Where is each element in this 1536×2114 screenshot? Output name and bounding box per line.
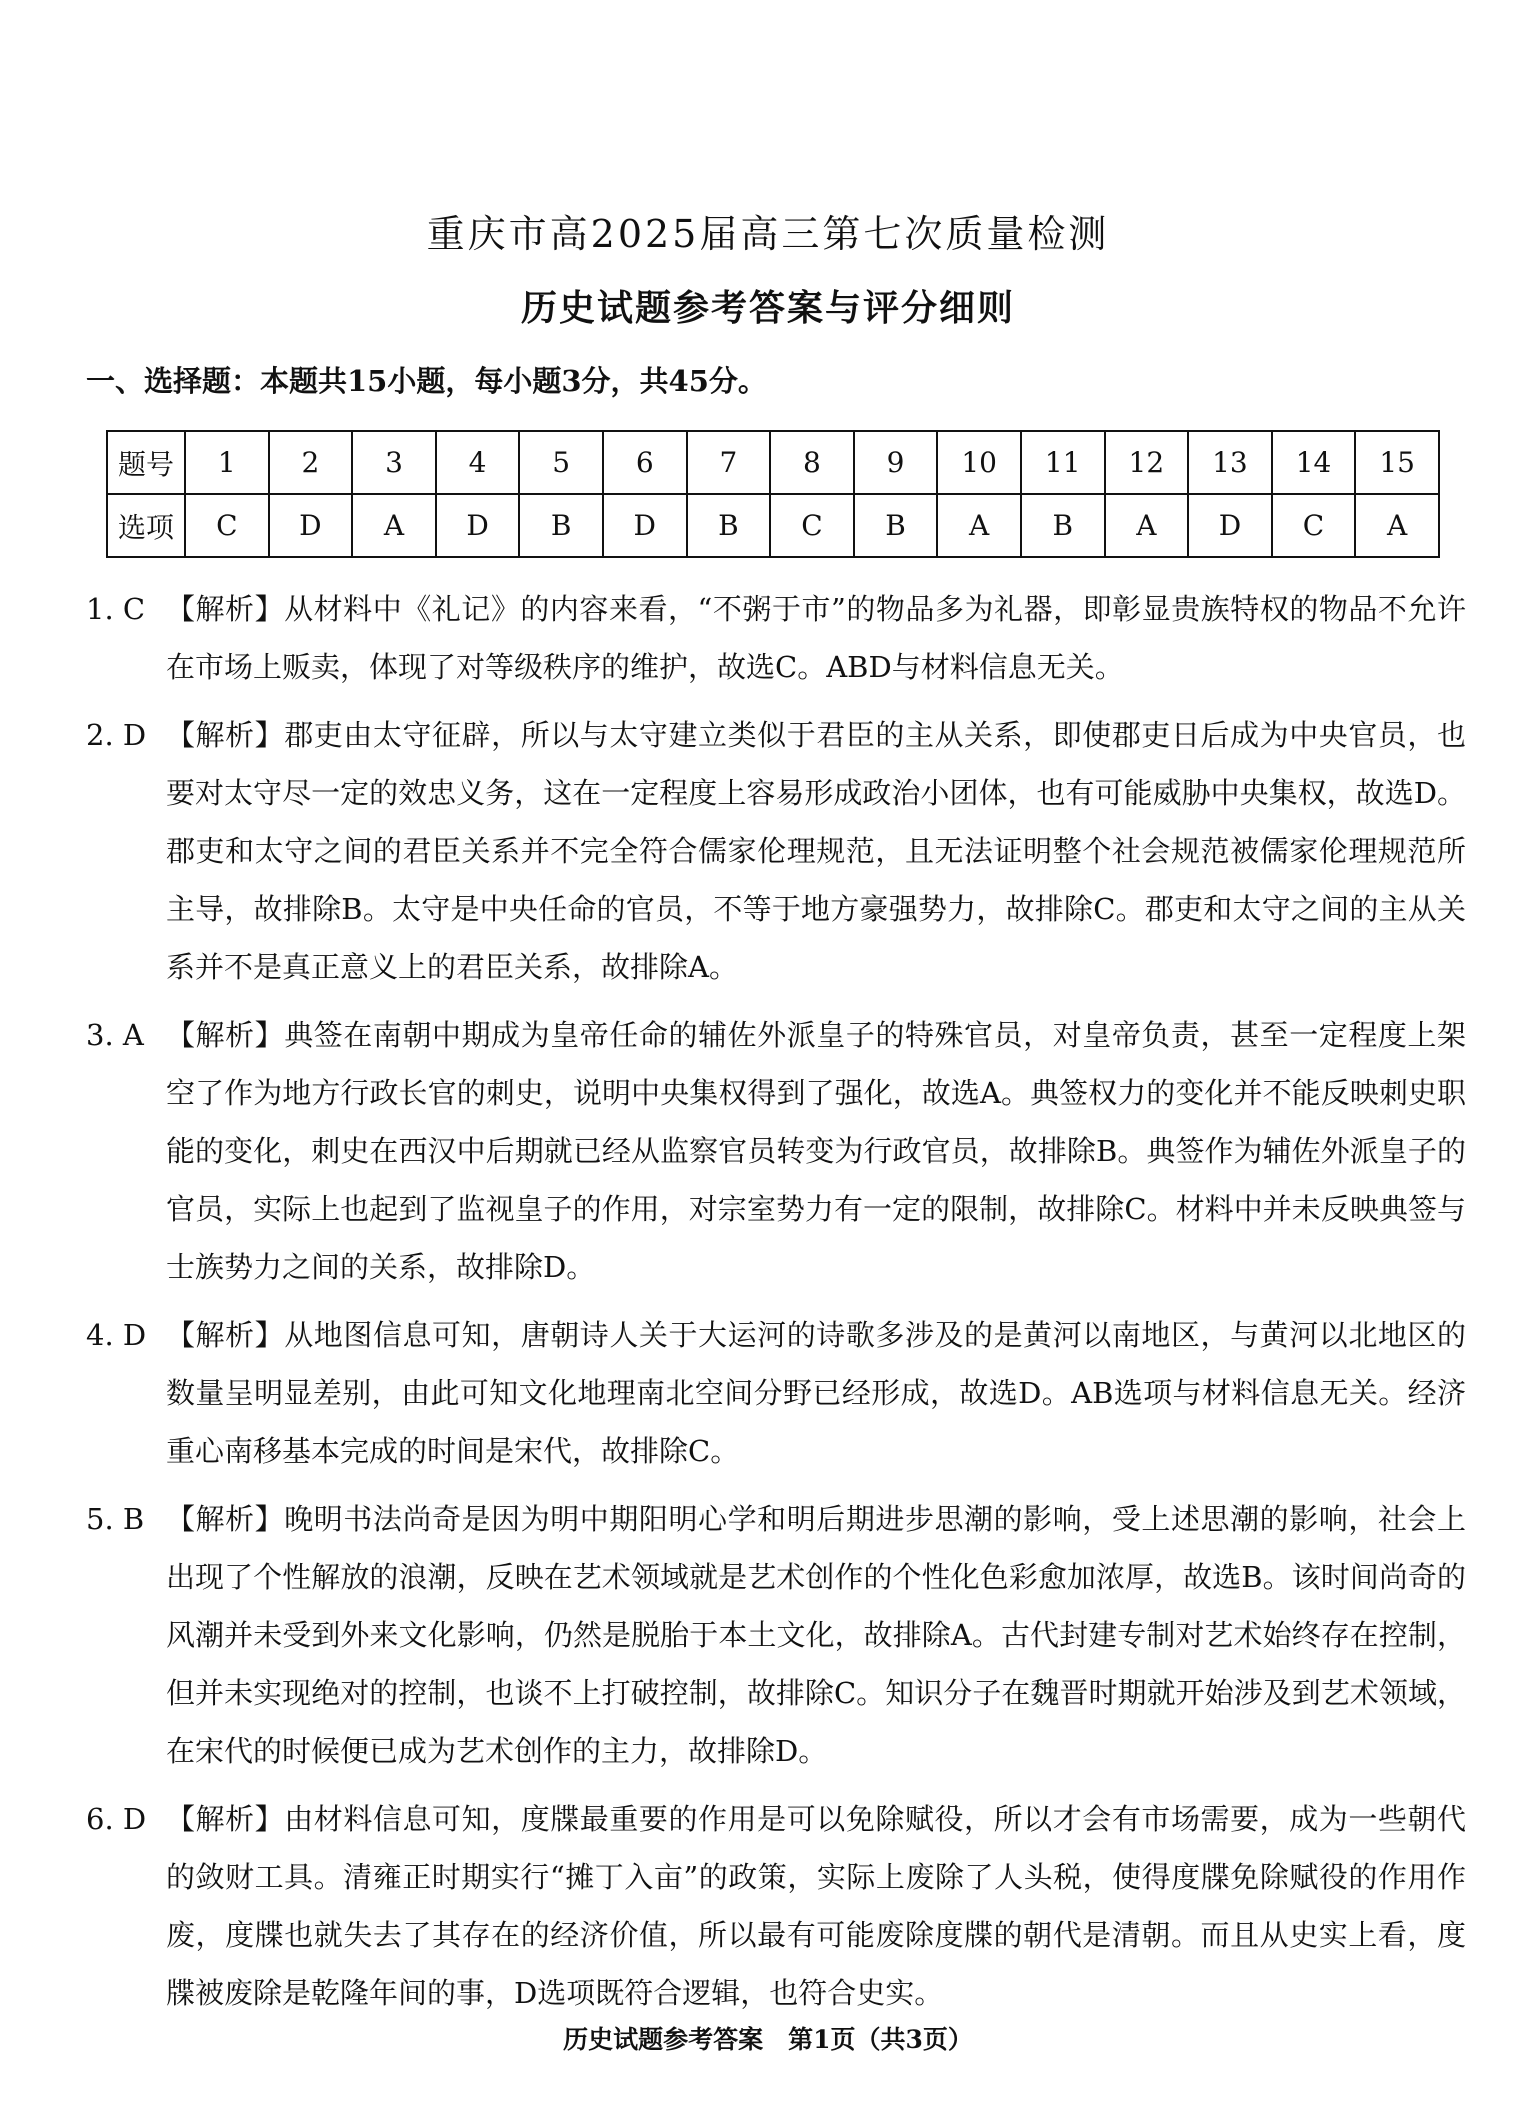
answer-table-answer-row: [107, 494, 1439, 557]
explanation-number: 1. C: [86, 592, 146, 626]
explanation-number: 2. D: [86, 718, 147, 752]
explanation-text: 【解析】典签在南朝中期成为皇帝任命的辅佐外派皇子的特殊官员，对皇帝负责，甚至一定程度上架空了作为地方行政长官的刺史，说明中央集权得到了强化，故选A。典签权力的变化并不能反映刺史职能的变化，刺史在西汉中后期就已经从监察官员转变为行政官员，故排除B。典签作为辅佐外派皇子的官员，实际上也起到了监视皇子的作用，对宗室势力有一定的限制，故排除C。材料中并未反映典签与士族势力之间的关系，故排除D。: [166, 1018, 1466, 1284]
question-number-cell: 13: [1188, 431, 1272, 494]
question-number-cell: 7: [687, 431, 771, 494]
answer-cell: A: [937, 494, 1021, 557]
document-subtitle: 历史试题参考答案与评分细则: [520, 287, 1015, 329]
answer-table: [106, 430, 1440, 558]
question-number-cell: 6: [603, 431, 687, 494]
answer-cell: B: [854, 494, 938, 557]
explanation-text: 【解析】从地图信息可知，唐朝诗人关于大运河的诗歌多涉及的是黄河以南地区，与黄河以北地区的数量呈明显差别，由此可知文化地理南北空间分野已经形成，故选D。AB选项与材料信息无关。经济重心南移基本完成的时间是宋代，故排除C。: [166, 1318, 1466, 1468]
answer-cell: B: [687, 494, 771, 557]
answer-cell: C: [770, 494, 854, 557]
question-number-cell: 15: [1355, 431, 1439, 494]
explanation-text: 【解析】晚明书法尚奇是因为明中期阳明心学和明后期进步思潮的影响，受上述思潮的影响，社会上出现了个性解放的浪潮，反映在艺术领域就是艺术创作的个性化色彩愈加浓厚，故选B。该时间尚奇的风潮并未受到外来文化影响，仍然是脱胎于本土文化，故排除A。古代封建专制对艺术始终存在控制，但并未实现绝对的控制，也谈不上打破控制，故排除C。知识分子在魏晋时期就开始涉及到艺术领域，在宋代的时候便已成为艺术创作的主力，故排除D。: [166, 1502, 1466, 1768]
question-number-cell: 8: [770, 431, 854, 494]
document-title: 重庆市高2025届高三第七次质量检测: [426, 212, 1110, 256]
explanation-item: [86, 1490, 1466, 1780]
question-number-cell: 2: [269, 431, 353, 494]
question-number-cell: 4: [436, 431, 520, 494]
explanation-text: 【解析】郡吏由太守征辟，所以与太守建立类似于君臣的主从关系，即使郡吏日后成为中央官员，也要对太守尽一定的效忠义务，这在一定程度上容易形成政治小团体，也有可能威胁中央集权，故选D。郡吏和太守之间的君臣关系并不完全符合儒家伦理规范，且无法证明整个社会规范被儒家伦理规范所主导，故排除B。太守是中央任命的官员，不等于地方豪强势力，故排除C。郡吏和太守之间的主从关系并不是真正意义上的君臣关系，故排除A。: [166, 718, 1466, 984]
explanation-number: 6. D: [86, 1802, 147, 1836]
section-heading: 一、选择题：本题共15小题，每小题3分，共45分。: [86, 364, 767, 398]
question-number-cell: 11: [1021, 431, 1105, 494]
row-label-answer: 选项: [107, 494, 185, 557]
answer-cell: A: [1355, 494, 1439, 557]
explanation-item: [86, 1306, 1466, 1480]
question-number-cell: 9: [854, 431, 938, 494]
question-number-cell: 10: [937, 431, 1021, 494]
question-number-cell: 3: [352, 431, 436, 494]
explanation-item: [86, 1790, 1466, 2022]
explanation-number: 4. D: [86, 1318, 147, 1352]
explanation-text: 【解析】由材料信息可知，度牒最重要的作用是可以免除赋役，所以才会有市场需要，成为一些朝代的敛财工具。清雍正时期实行“摊丁入亩”的政策，实际上废除了人头税，使得度牒免除赋役的作用作废，度牒也就失去了其存在的经济价值，所以最有可能废除度牒的朝代是清朝。而且从史实上看，度牒被废除是乾隆年间的事，D选项既符合逻辑，也符合史实。: [166, 1802, 1466, 2010]
question-number-cell: 14: [1272, 431, 1356, 494]
answer-cell: D: [269, 494, 353, 557]
answer-cell: D: [603, 494, 687, 557]
answer-cell: D: [1188, 494, 1272, 557]
question-number-cell: 12: [1105, 431, 1189, 494]
explanation-item: [86, 706, 1466, 996]
row-label-number: 题号: [107, 431, 185, 494]
question-number-cell: 5: [519, 431, 603, 494]
explanation-item: [86, 1006, 1466, 1296]
explanation-list: [86, 580, 1466, 2032]
explanation-item: [86, 580, 1466, 696]
question-number-cell: 1: [185, 431, 269, 494]
answer-cell: A: [352, 494, 436, 557]
page-footer: 历史试题参考答案 第1页（共3页）: [563, 2025, 973, 2054]
answer-cell: D: [436, 494, 520, 557]
explanation-text: 【解析】从材料中《礼记》的内容来看，“不粥于市”的物品多为礼器，即彰显贵族特权的物品不允许在市场上贩卖，体现了对等级秩序的维护，故选C。ABD与材料信息无关。: [166, 592, 1466, 684]
explanation-number: 3. A: [86, 1018, 144, 1052]
answer-cell: C: [1272, 494, 1356, 557]
answer-cell: B: [1021, 494, 1105, 557]
answer-table-number-row: [107, 431, 1439, 494]
answer-cell: C: [185, 494, 269, 557]
answer-cell: A: [1105, 494, 1189, 557]
answer-cell: B: [519, 494, 603, 557]
explanation-number: 5. B: [86, 1502, 145, 1536]
